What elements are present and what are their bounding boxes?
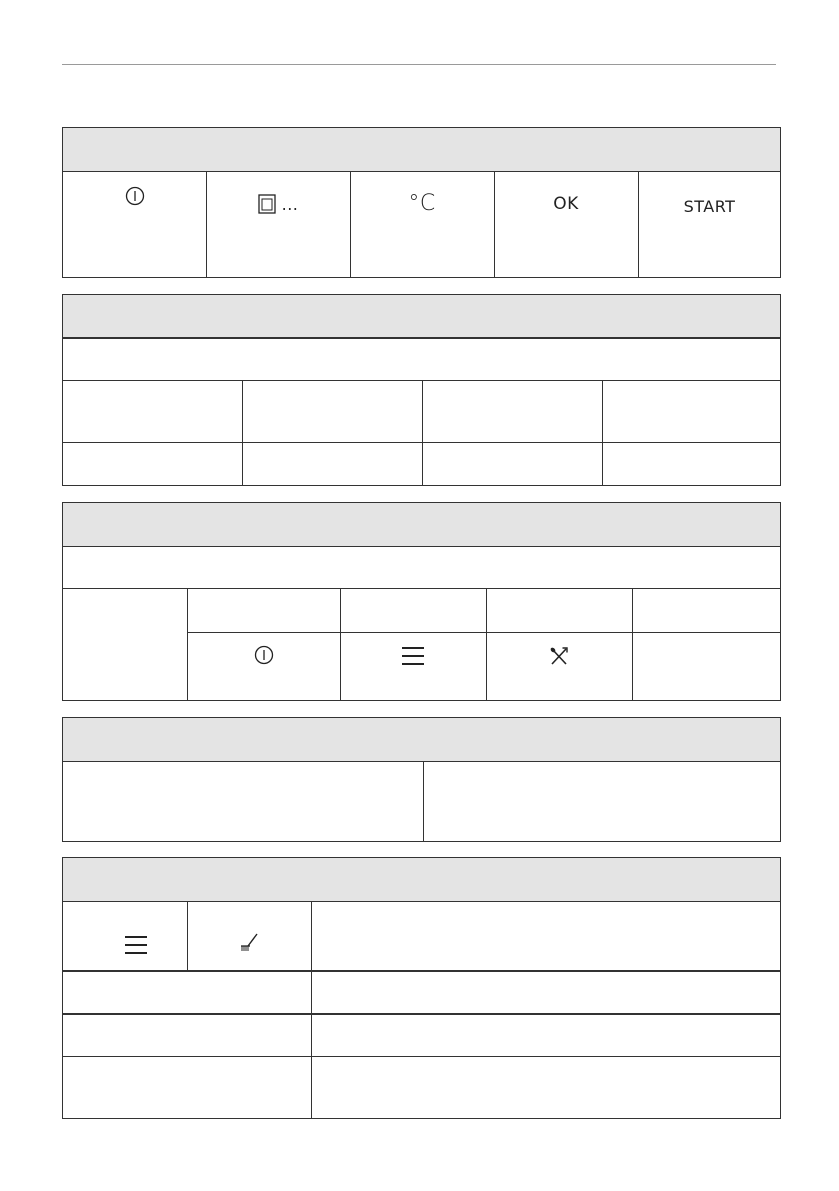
table-3: [62, 502, 781, 701]
menu-icon: [401, 646, 425, 666]
table-5-header: [63, 858, 780, 902]
table-3-power-cell: [187, 645, 340, 665]
temperature-icon: °C: [408, 191, 436, 216]
table-3-cutlery-cell: [486, 646, 632, 666]
power-icon: [125, 186, 145, 206]
table-5: [62, 857, 781, 1119]
table-3-menu-cell: [340, 646, 486, 666]
table-5-cleaning-cell: [187, 933, 311, 953]
ok-icon: OK: [553, 194, 579, 214]
cleaning-brush-icon: [237, 933, 261, 953]
page-top-rule: [62, 64, 776, 65]
table-4: [62, 717, 781, 842]
menu-icon: [124, 935, 148, 955]
start-icon: START: [683, 197, 736, 216]
key-temperature[interactable]: [350, 192, 494, 216]
key-oven-function[interactable]: [206, 194, 350, 214]
table-4-header: [63, 718, 780, 762]
control-panel-header: [63, 128, 780, 172]
key-ok[interactable]: [494, 194, 638, 214]
oven-function-icon: [258, 194, 276, 214]
oven-function-suffix: ...: [281, 195, 299, 214]
control-panel-table: [62, 127, 781, 278]
power-icon: [254, 645, 274, 665]
key-start[interactable]: [638, 197, 781, 217]
key-power[interactable]: [63, 186, 206, 206]
table-3-header: [63, 503, 780, 547]
cutlery-icon: [549, 646, 569, 666]
table-2: [62, 294, 781, 486]
table-2-header: [63, 295, 780, 339]
